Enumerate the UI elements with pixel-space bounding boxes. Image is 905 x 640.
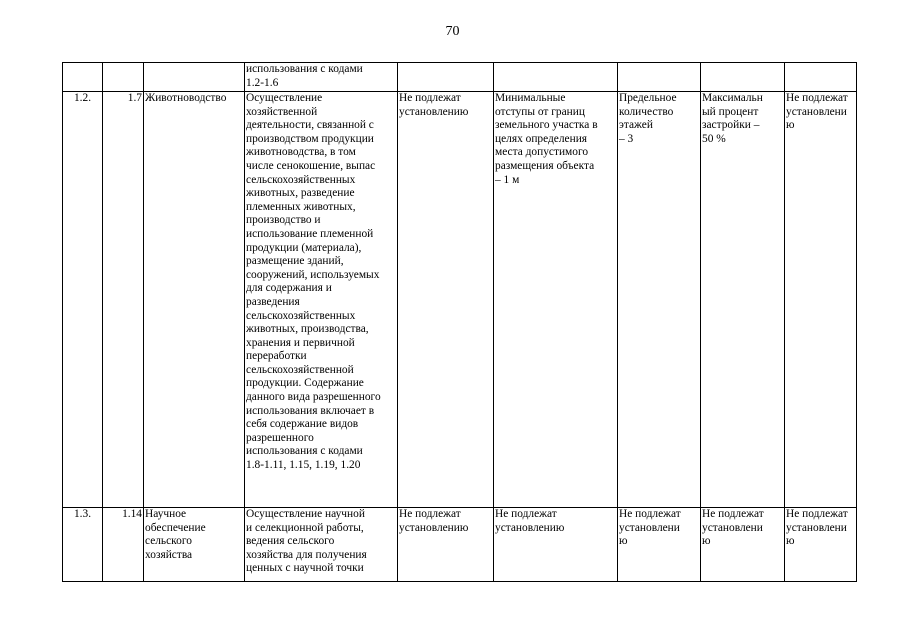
zoning-table [62,62,857,582]
table-row [63,92,857,508]
floors-cell [618,63,701,92]
parameter-cell [398,63,494,92]
use-name-cell: Животноводство [144,92,245,508]
code-cell [103,63,144,92]
setback-cell [494,63,618,92]
parameter-cell: Не подлежат установлению [398,92,494,508]
setback-cell: Не подлежат установлению [494,508,618,582]
description-cell: использования с кодами 1.2-1.6 [245,63,398,92]
code-cell: 1.7 [103,92,144,508]
coverage-cell: Не подлежат установлени ю [701,508,785,582]
restriction-cell [785,63,857,92]
parameter-cell: Не подлежат установлению [398,508,494,582]
table-row [63,63,857,92]
floors-cell: Не подлежат установлени ю [618,508,701,582]
restriction-cell: Не подлежат установлени ю [785,92,857,508]
restriction-cell: Не подлежат установлени ю [785,508,857,582]
coverage-cell: Максимальн ый процент застройки – 50 % [701,92,785,508]
page-number: 70 [445,24,460,39]
row-number-cell [63,63,103,92]
use-name-cell: Научное обеспечение сельского хозяйства [144,508,245,582]
setback-cell: Минимальные отступы от границ земельного участка в целях определения места допустимого размещения объекта – 1 м [494,92,618,508]
description-cell: Осуществление научной и селекционной работы, ведения сельского хозяйства для получения ценных с научной точки [245,508,398,582]
description-cell: Осуществление хозяйственной деятельности, связанной с производством продукции животноводства, в том числе сенокошение, выпас сельскохозяйственных животных, разведение племенных животных, производство и использование племенной продукции (материала), размещение зданий, сооружений, используемых для содержания и разведения сельскохозяйственных животных, производства, хранения и первичной переработки сельскохозяйственной продукции. Содержание данного вида разрешенного использования включает в себя содержание видов разрешенного использования с кодами 1.8-1.11, 1.15, 1.19, 1.20 [245,92,398,508]
use-name-cell [144,63,245,92]
code-cell: 1.14 [103,508,144,582]
floors-cell: Предельное количество этажей – 3 [618,92,701,508]
row-number-cell: 1.2. [63,92,103,508]
coverage-cell [701,63,785,92]
table-row [63,508,857,582]
row-number-cell: 1.3. [63,508,103,582]
